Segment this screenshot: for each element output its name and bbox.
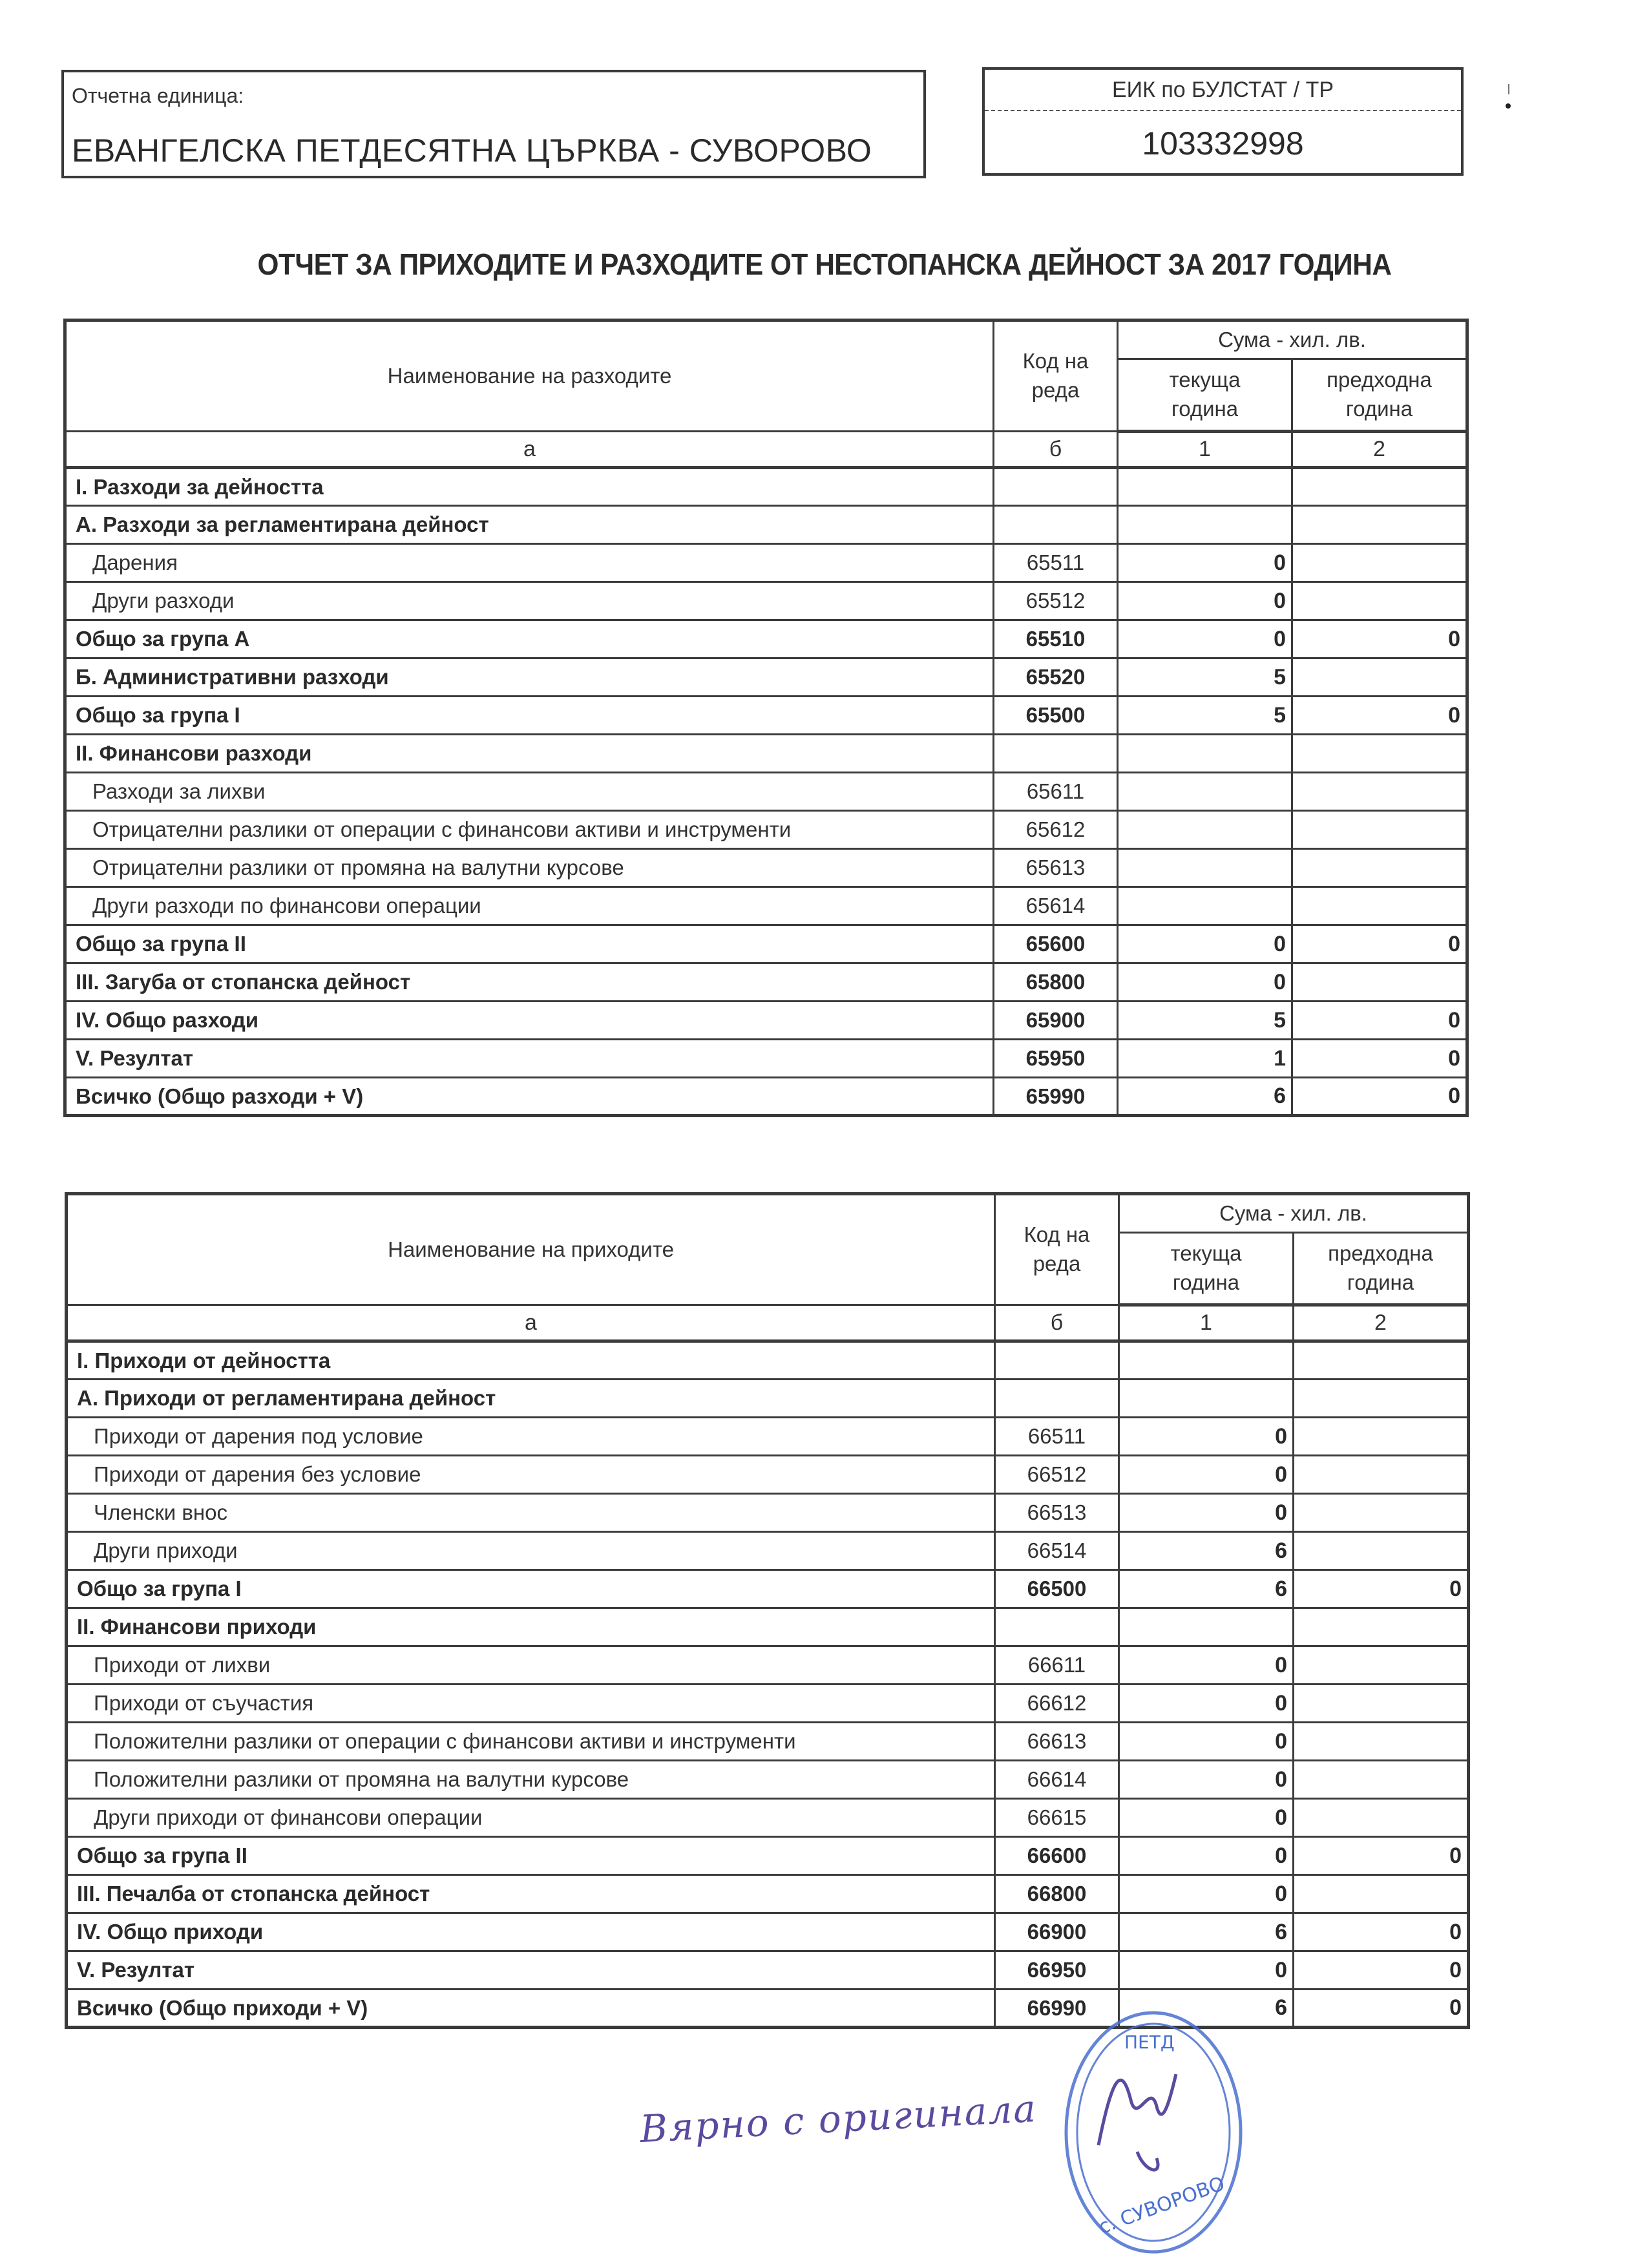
expenses-row-current-year xyxy=(1118,811,1292,849)
expenses-row-name: Други разходи по финансови операции xyxy=(65,887,994,925)
expenses-row-code xyxy=(994,468,1118,506)
expenses-row xyxy=(65,735,1467,773)
expenses-idx-2: 2 xyxy=(1292,432,1467,468)
income-idx-1: 1 xyxy=(1119,1305,1294,1341)
expenses-row-current-year: 6 xyxy=(1118,1078,1292,1116)
income-row-previous-year: 0 xyxy=(1294,1913,1469,1951)
expenses-row-name: Други разходи xyxy=(65,582,994,620)
income-idx-b: б xyxy=(995,1305,1119,1341)
income-row-current-year: 6 xyxy=(1119,1532,1294,1570)
expenses-row xyxy=(65,544,1467,582)
income-row-previous-year xyxy=(1294,1341,1469,1380)
expenses-row-current-year: 0 xyxy=(1118,582,1292,620)
expenses-row-code: 65614 xyxy=(994,887,1118,925)
income-row-previous-year xyxy=(1294,1532,1469,1570)
reporting-unit-box xyxy=(61,70,926,178)
expenses-col-previous-header: предходна година xyxy=(1292,359,1467,432)
income-row-name: Общо за група II xyxy=(67,1837,995,1875)
expenses-row-name: А. Разходи за регламентирана дейност xyxy=(65,506,994,544)
income-row-current-year: 0 xyxy=(1119,1456,1294,1494)
income-row-current-year: 0 xyxy=(1119,1799,1294,1837)
income-row-name: Общо за група I xyxy=(67,1570,995,1608)
expenses-row-current-year: 1 xyxy=(1118,1040,1292,1078)
expenses-row xyxy=(65,697,1467,735)
income-row xyxy=(67,1418,1469,1456)
expenses-row xyxy=(65,468,1467,506)
income-row-previous-year xyxy=(1294,1875,1469,1913)
income-col-current-header: текуща година xyxy=(1119,1233,1294,1305)
income-row-name: Приходи от дарения под условие xyxy=(67,1418,995,1456)
income-row xyxy=(67,1608,1469,1646)
expenses-body xyxy=(65,468,1467,1116)
expenses-row-previous-year xyxy=(1292,506,1467,544)
expenses-row-name: II. Финансови разходи xyxy=(65,735,994,773)
expenses-row-name: Общо за група II xyxy=(65,925,994,963)
expenses-row-code: 65800 xyxy=(994,963,1118,1002)
expenses-row xyxy=(65,1040,1467,1078)
reporting-unit-name: ЕВАНГЕЛСКА ПЕТДЕСЯТНА ЦЪРКВА - СУВОРОВО xyxy=(72,132,872,169)
expenses-row-code: 65900 xyxy=(994,1002,1118,1040)
income-row-current-year: 0 xyxy=(1119,1875,1294,1913)
income-row-name: Приходи от лихви xyxy=(67,1646,995,1685)
report-title: ОТЧЕТ ЗА ПРИХОДИТЕ И РАЗХОДИТЕ ОТ НЕСТОПАНСКА ДЕЙНОСТ ЗА 2017 ГОДИНА xyxy=(257,247,1392,281)
expenses-row-previous-year xyxy=(1292,582,1467,620)
income-row-current-year: 0 xyxy=(1119,1837,1294,1875)
expenses-row xyxy=(65,506,1467,544)
expenses-row-previous-year: 0 xyxy=(1292,697,1467,735)
expenses-row-previous-year: 0 xyxy=(1292,1040,1467,1078)
expenses-row-code: 65500 xyxy=(994,697,1118,735)
income-row-previous-year: 0 xyxy=(1294,1570,1469,1608)
expenses-row-name: Общо за група А xyxy=(65,620,994,658)
expenses-row-current-year xyxy=(1118,468,1292,506)
income-row xyxy=(67,1646,1469,1685)
expenses-row-current-year xyxy=(1118,887,1292,925)
expenses-row-previous-year xyxy=(1292,811,1467,849)
income-row-name: А. Приходи от регламентирана дейност xyxy=(67,1380,995,1418)
reporting-unit-label: Отчетна единица: xyxy=(72,84,244,107)
expenses-row-name: Всичко (Общо разходи + V) xyxy=(65,1078,994,1116)
income-col-previous-header: предходна година xyxy=(1294,1233,1469,1305)
income-row-name: V. Резултат xyxy=(67,1951,995,1990)
expenses-row-code: 65511 xyxy=(994,544,1118,582)
expenses-row-name: Отрицателни разлики от операции с финансови активи и инструменти xyxy=(65,811,994,849)
handwritten-certification-note: Вярно с оригинала xyxy=(638,2086,1038,2152)
expenses-row-current-year: 0 xyxy=(1118,925,1292,963)
income-row-code: 66614 xyxy=(995,1761,1119,1799)
income-row-previous-year xyxy=(1294,1494,1469,1532)
income-row xyxy=(67,1456,1469,1494)
expenses-row-previous-year: 0 xyxy=(1292,1078,1467,1116)
income-row-current-year: 0 xyxy=(1119,1723,1294,1761)
expenses-row xyxy=(65,1078,1467,1116)
income-row xyxy=(67,1570,1469,1608)
income-col-sum-header: Сума - хил. лв. xyxy=(1119,1194,1469,1233)
income-row-name: Положителни разлики от промяна на валутни курсове xyxy=(67,1761,995,1799)
income-row-code: 66600 xyxy=(995,1837,1119,1875)
expenses-row-previous-year xyxy=(1292,544,1467,582)
income-row xyxy=(67,1799,1469,1837)
income-row-previous-year: 0 xyxy=(1294,1837,1469,1875)
income-row xyxy=(67,1837,1469,1875)
expenses-row-name: Дарения xyxy=(65,544,994,582)
income-row-previous-year xyxy=(1294,1685,1469,1723)
expenses-row-previous-year xyxy=(1292,773,1467,811)
income-row xyxy=(67,1494,1469,1532)
income-row xyxy=(67,1761,1469,1799)
expenses-row-previous-year xyxy=(1292,658,1467,697)
expenses-row-previous-year: 0 xyxy=(1292,1002,1467,1040)
expenses-row-name: III. Загуба от стопанска дейност xyxy=(65,963,994,1002)
income-row-previous-year xyxy=(1294,1646,1469,1685)
income-row-previous-year xyxy=(1294,1380,1469,1418)
expenses-row xyxy=(65,620,1467,658)
income-row xyxy=(67,1341,1469,1380)
expenses-row-name: I. Разходи за дейността xyxy=(65,468,994,506)
expenses-row-code: 65990 xyxy=(994,1078,1118,1116)
expenses-col-current-header: текуща година xyxy=(1118,359,1292,432)
eik-label: ЕИК по БУЛСТАТ / ТР xyxy=(985,70,1461,111)
expenses-idx-b: б xyxy=(994,432,1118,468)
income-row-current-year: 6 xyxy=(1119,1990,1294,2028)
income-col-code-header: Код на реда xyxy=(995,1194,1119,1305)
income-row-name: Всичко (Общо приходи + V) xyxy=(67,1990,995,2028)
signature-icon xyxy=(1098,2074,1176,2170)
expenses-row-code: 65612 xyxy=(994,811,1118,849)
income-row-previous-year xyxy=(1294,1608,1469,1646)
income-row-previous-year: 0 xyxy=(1294,1990,1469,2028)
income-row-code: 66511 xyxy=(995,1418,1119,1456)
expenses-row-current-year: 0 xyxy=(1118,544,1292,582)
income-row-current-year: 6 xyxy=(1119,1570,1294,1608)
income-col-name-header: Наименование на приходите xyxy=(67,1194,995,1305)
expenses-row xyxy=(65,963,1467,1002)
expenses-row xyxy=(65,582,1467,620)
income-row-name: II. Финансови приходи xyxy=(67,1608,995,1646)
income-row-code: 66900 xyxy=(995,1913,1119,1951)
eik-value: 103332998 xyxy=(1142,125,1304,162)
income-row-current-year: 0 xyxy=(1119,1951,1294,1990)
expenses-col-name-header: Наименование на разходите xyxy=(65,320,994,432)
expenses-row-previous-year xyxy=(1292,887,1467,925)
expenses-row xyxy=(65,811,1467,849)
income-row-code: 66612 xyxy=(995,1685,1119,1723)
expenses-row-name: Отрицателни разлики от промяна на валутни курсове xyxy=(65,849,994,887)
income-row-code: 66615 xyxy=(995,1799,1119,1837)
expenses-row xyxy=(65,887,1467,925)
expenses-row-current-year xyxy=(1118,735,1292,773)
expenses-idx-1: 1 xyxy=(1118,432,1292,468)
expenses-row-code: 65512 xyxy=(994,582,1118,620)
expenses-row-current-year xyxy=(1118,773,1292,811)
income-row xyxy=(67,1875,1469,1913)
expenses-col-code-header: Код на реда xyxy=(994,320,1118,432)
expenses-row-previous-year xyxy=(1292,849,1467,887)
income-row-code xyxy=(995,1608,1119,1646)
income-row-code: 66611 xyxy=(995,1646,1119,1685)
income-row-previous-year xyxy=(1294,1761,1469,1799)
income-row-current-year: 6 xyxy=(1119,1913,1294,1951)
income-row-previous-year xyxy=(1294,1799,1469,1837)
income-row-current-year xyxy=(1119,1380,1294,1418)
expenses-row-code: 65510 xyxy=(994,620,1118,658)
expenses-row-name: V. Резултат xyxy=(65,1040,994,1078)
income-row-name: Други приходи от финансови операции xyxy=(67,1799,995,1837)
income-row-name: III. Печалба от стопанска дейност xyxy=(67,1875,995,1913)
income-row xyxy=(67,1723,1469,1761)
expenses-table xyxy=(63,319,1469,1117)
income-row xyxy=(67,1380,1469,1418)
expenses-row-previous-year xyxy=(1292,735,1467,773)
income-row-current-year xyxy=(1119,1608,1294,1646)
income-row-name: I. Приходи от дейността xyxy=(67,1341,995,1380)
round-stamp-icon xyxy=(1060,2003,1247,2255)
expenses-row-name: IV. Общо разходи xyxy=(65,1002,994,1040)
expenses-row-code: 65520 xyxy=(994,658,1118,697)
income-row-current-year: 0 xyxy=(1119,1685,1294,1723)
income-row-current-year: 0 xyxy=(1119,1494,1294,1532)
income-row-code: 66613 xyxy=(995,1723,1119,1761)
income-row-current-year xyxy=(1119,1341,1294,1380)
expenses-row-previous-year: 0 xyxy=(1292,620,1467,658)
income-row-previous-year xyxy=(1294,1418,1469,1456)
income-row xyxy=(67,1913,1469,1951)
income-row-code: 66990 xyxy=(995,1990,1119,2028)
expenses-row-code: 65611 xyxy=(994,773,1118,811)
expenses-row xyxy=(65,849,1467,887)
income-table xyxy=(65,1192,1470,2029)
income-row-name: Приходи от съучастия xyxy=(67,1685,995,1723)
income-row xyxy=(67,1532,1469,1570)
expenses-row xyxy=(65,925,1467,963)
income-row-name: Приходи от дарения без условие xyxy=(67,1456,995,1494)
expenses-row xyxy=(65,1002,1467,1040)
income-row-previous-year xyxy=(1294,1723,1469,1761)
expenses-row-current-year xyxy=(1118,849,1292,887)
stamp-top-text: ПЕТД xyxy=(1124,2032,1175,2053)
expenses-row-previous-year xyxy=(1292,468,1467,506)
income-row-name: Други приходи xyxy=(67,1532,995,1570)
expenses-row-code: 65950 xyxy=(994,1040,1118,1078)
eik-box xyxy=(982,67,1464,176)
income-row-previous-year: 0 xyxy=(1294,1951,1469,1990)
expenses-col-sum-header: Сума - хил. лв. xyxy=(1118,320,1467,359)
expenses-row-current-year xyxy=(1118,506,1292,544)
income-row-current-year: 0 xyxy=(1119,1418,1294,1456)
income-row-code: 66512 xyxy=(995,1456,1119,1494)
stamp-bottom-text: с. СУВОРОВО xyxy=(1095,2172,1228,2239)
scan-speck-icon xyxy=(1506,84,1511,110)
expenses-row-current-year: 0 xyxy=(1118,963,1292,1002)
expenses-row-current-year: 0 xyxy=(1118,620,1292,658)
income-row-code: 66500 xyxy=(995,1570,1119,1608)
income-row-code xyxy=(995,1380,1119,1418)
expenses-row-current-year: 5 xyxy=(1118,1002,1292,1040)
expenses-row-code: 65613 xyxy=(994,849,1118,887)
income-row-name: IV. Общо приходи xyxy=(67,1913,995,1951)
income-row-code: 66950 xyxy=(995,1951,1119,1990)
expenses-row xyxy=(65,658,1467,697)
expenses-row-previous-year xyxy=(1292,963,1467,1002)
income-idx-a: а xyxy=(67,1305,995,1341)
income-body xyxy=(67,1341,1469,2028)
income-row-code xyxy=(995,1341,1119,1380)
income-row xyxy=(67,1990,1469,2028)
income-row-name: Положителни разлики от операции с финансови активи и инструменти xyxy=(67,1723,995,1761)
expenses-row-code xyxy=(994,506,1118,544)
income-row-current-year: 0 xyxy=(1119,1646,1294,1685)
expenses-row-name: Б. Административни разходи xyxy=(65,658,994,697)
income-row-current-year: 0 xyxy=(1119,1761,1294,1799)
expenses-row-code xyxy=(994,735,1118,773)
income-idx-2: 2 xyxy=(1294,1305,1469,1341)
expenses-row-name: Общо за група I xyxy=(65,697,994,735)
expenses-row xyxy=(65,773,1467,811)
income-row-code: 66514 xyxy=(995,1532,1119,1570)
expenses-row-name: Разходи за лихви xyxy=(65,773,994,811)
income-row xyxy=(67,1685,1469,1723)
expenses-row-current-year: 5 xyxy=(1118,697,1292,735)
income-row-code: 66800 xyxy=(995,1875,1119,1913)
expenses-idx-a: а xyxy=(65,432,994,468)
expenses-row-code: 65600 xyxy=(994,925,1118,963)
income-row-previous-year xyxy=(1294,1456,1469,1494)
expenses-row-previous-year: 0 xyxy=(1292,925,1467,963)
income-row-name: Членски внос xyxy=(67,1494,995,1532)
income-row xyxy=(67,1951,1469,1990)
income-row-code: 66513 xyxy=(995,1494,1119,1532)
expenses-row-current-year: 5 xyxy=(1118,658,1292,697)
